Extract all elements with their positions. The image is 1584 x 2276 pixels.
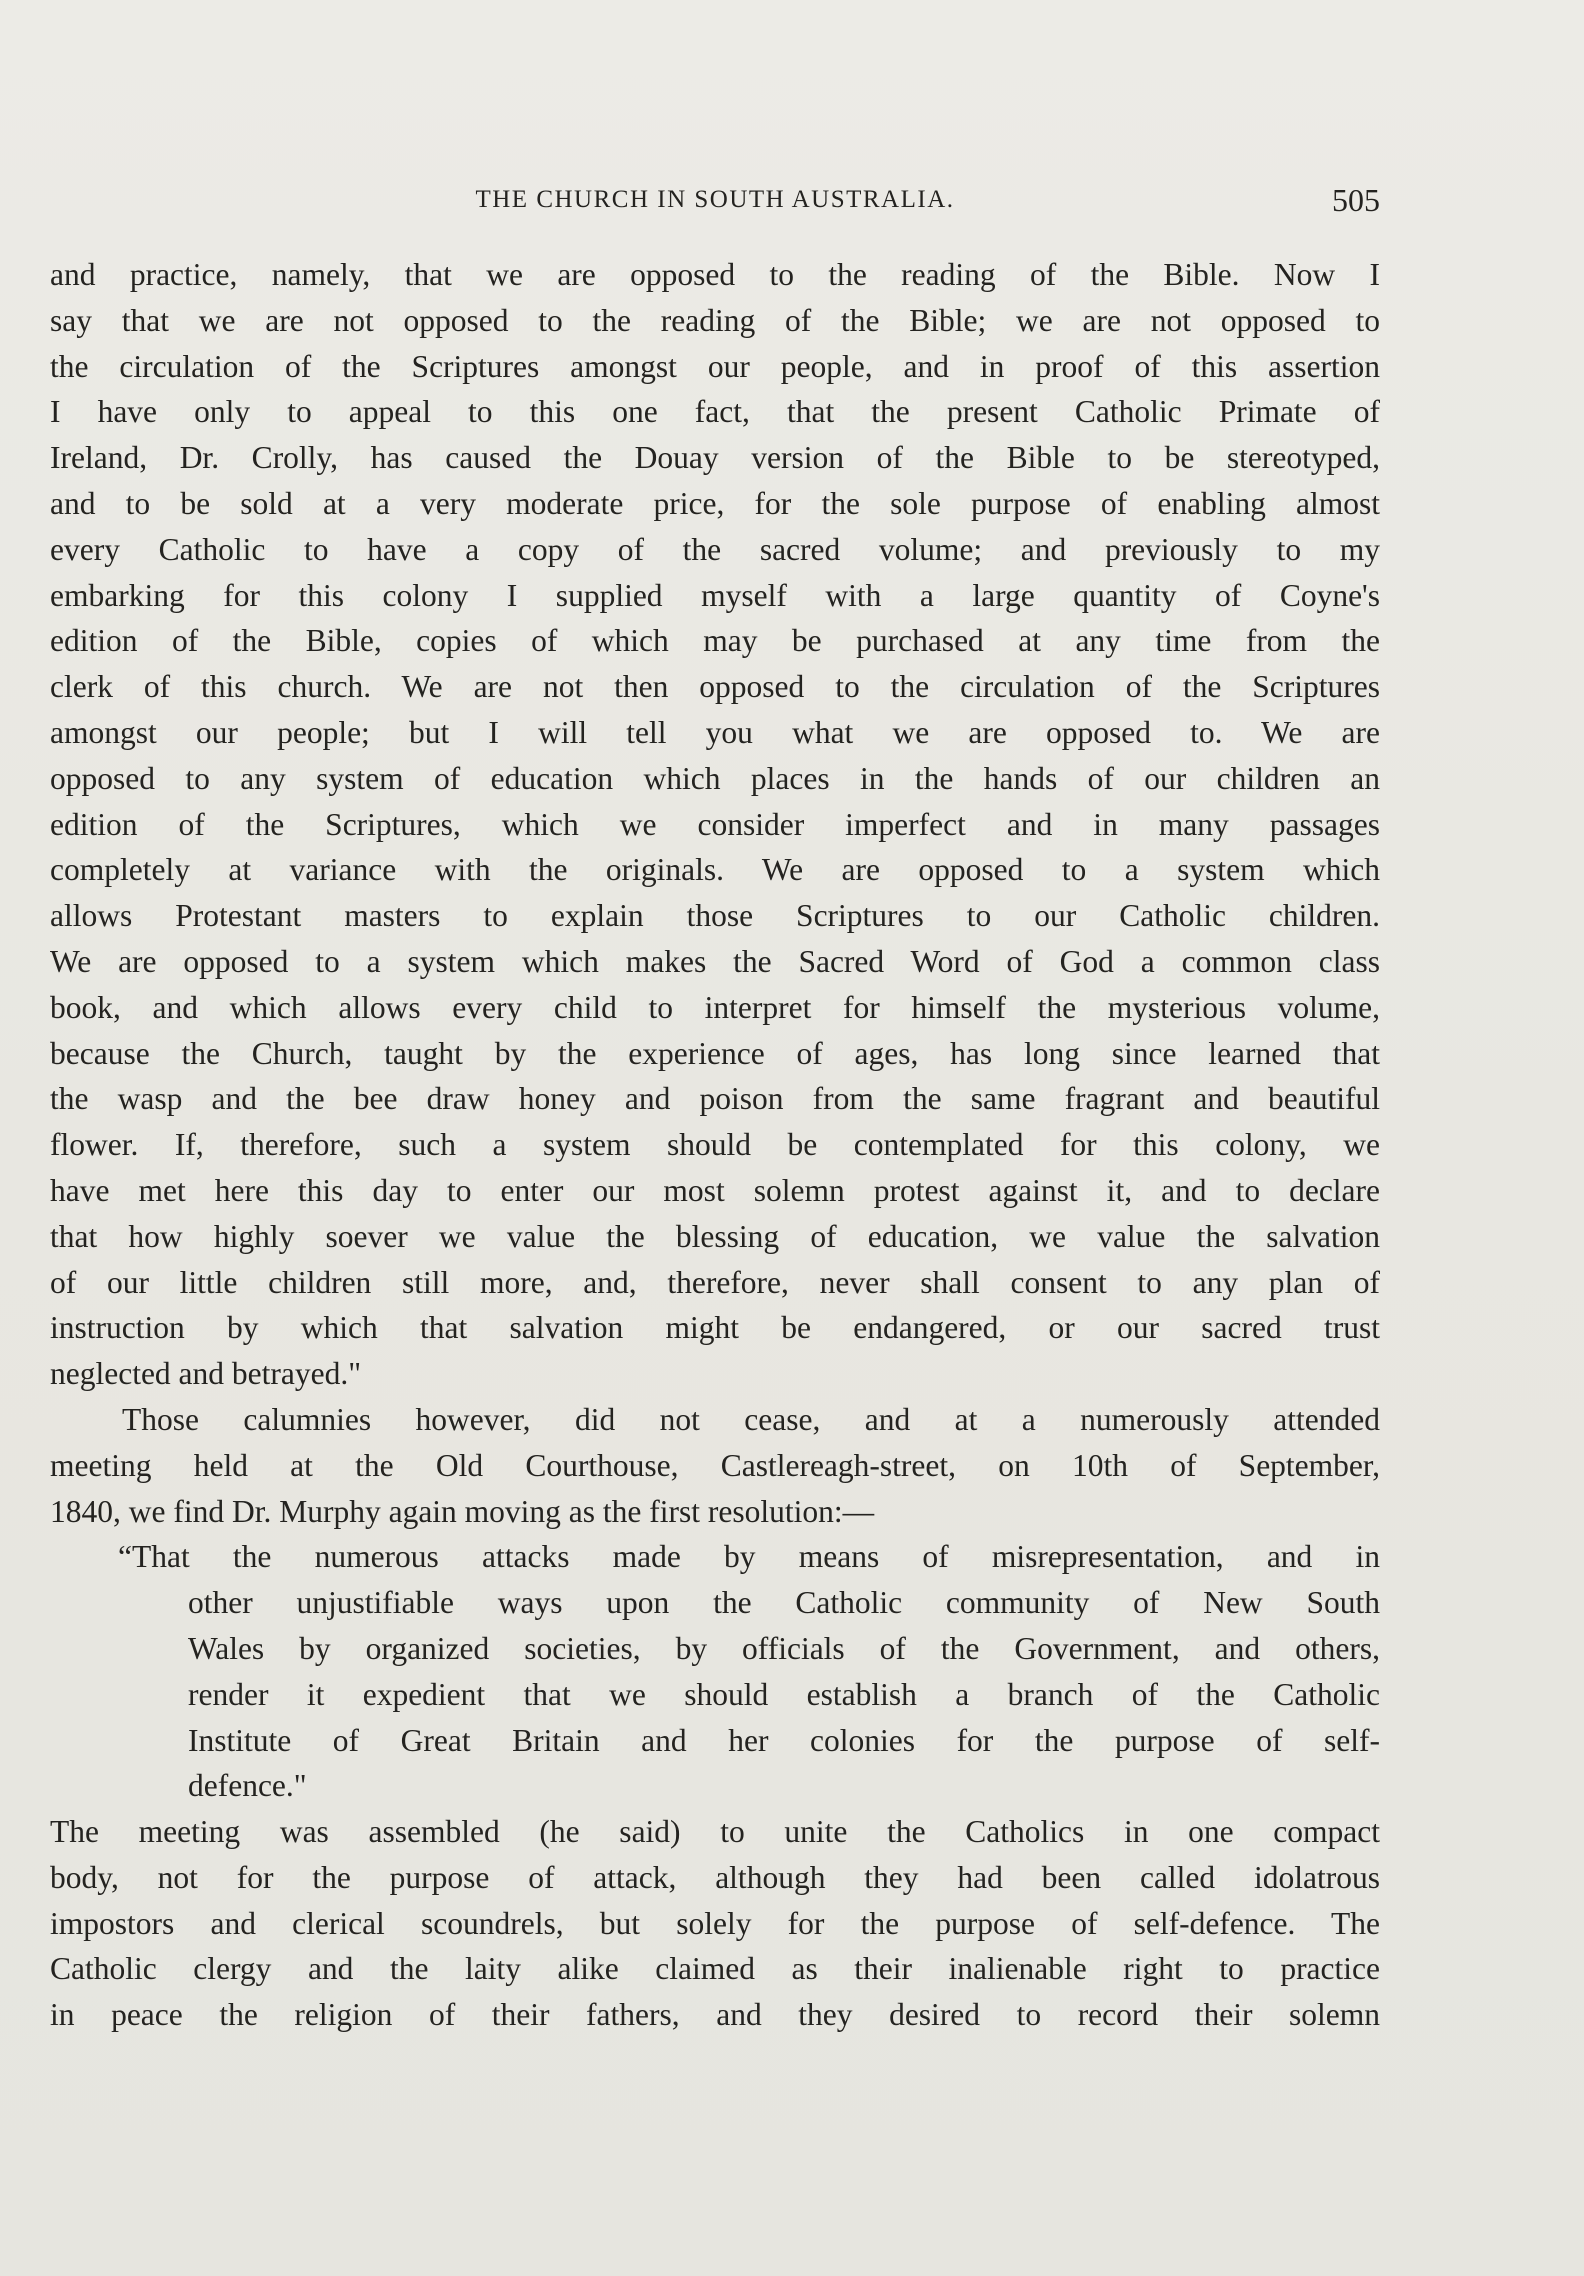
- text-line: that how highly soever we value the blessing of education, we value the salvation: [50, 1218, 1380, 1254]
- text-line: have met here this day to enter our most solemn protest against it, and to declare: [50, 1172, 1380, 1208]
- text-line: instruction by which that salvation might be endangered, or our sacred trust: [50, 1310, 1380, 1346]
- quote-line: defence.": [188, 1768, 307, 1804]
- text-line: book, and which allows every child to interpret for himself the mysterious volume,: [50, 989, 1380, 1025]
- text-line: embarking for this colony I supplied myself with a large quantity of Coyne's: [50, 577, 1380, 613]
- text-line: and practice, namely, that we are opposed to the reading of the Bible. Now I: [50, 257, 1380, 292]
- quote-line: “That the numerous attacks made by means of misrepresentation, and in: [118, 1539, 1380, 1575]
- text-line: I have only to appeal to this one fact, that the present Catholic Primate of: [50, 394, 1380, 430]
- text-line: flower. If, therefore, such a system should be contemplated for this colony, we: [50, 1127, 1380, 1163]
- text-line: because the Church, taught by the experience of ages, has long since learned that: [50, 1035, 1380, 1071]
- text-line: and to be sold at a very moderate price, for the sole purpose of enabling almost: [50, 485, 1380, 521]
- text-line: The meeting was assembled (he said) to unite the Catholics in one compact: [50, 1814, 1380, 1850]
- text-line: meeting held at the Old Courthouse, Castlereagh-street, on 10th of September,: [50, 1447, 1380, 1483]
- quote-line: Institute of Great Britain and her colonies for the purpose of self-: [188, 1722, 1380, 1758]
- text-line: completely at variance with the originals. We are opposed to a system which: [50, 852, 1380, 888]
- text-line: neglected and betrayed.": [50, 1356, 362, 1392]
- text-line: in peace the religion of their fathers, and they desired to record their solemn: [50, 1997, 1380, 2033]
- body-text: [50, 252, 1380, 2038]
- text-line: opposed to any system of education which places in the hands of our children an: [50, 760, 1380, 796]
- text-line: edition of the Scriptures, which we consider imperfect and in many passages: [50, 806, 1380, 842]
- text-line: of our little children still more, and, therefore, never shall consent to any plan of: [50, 1264, 1380, 1300]
- running-head: [50, 182, 1380, 222]
- text-line: say that we are not opposed to the reading of the Bible; we are not opposed to: [50, 302, 1380, 338]
- quote-line: other unjustifiable ways upon the Catholic community of New South: [188, 1585, 1380, 1621]
- text-line: the wasp and the bee draw honey and poison from the same fragrant and beautiful: [50, 1081, 1380, 1117]
- text-line: body, not for the purpose of attack, although they had been called idolatrous: [50, 1859, 1380, 1895]
- quote-line: render it expedient that we should establish a branch of the Catholic: [188, 1676, 1380, 1712]
- text-line: impostors and clerical scoundrels, but solely for the purpose of self-defence. The: [50, 1905, 1380, 1941]
- quote-line: Wales by organized societies, by officials of the Government, and others,: [188, 1630, 1380, 1666]
- text-line: clerk of this church. We are not then opposed to the circulation of the Scriptures: [50, 669, 1380, 705]
- text-line: allows Protestant masters to explain those Scriptures to our Catholic children.: [50, 898, 1380, 934]
- running-title: THE CHURCH IN SOUTH AUSTRALIA.: [475, 186, 955, 213]
- text-line: Those calumnies however, did not cease, and at a numerously attended: [122, 1401, 1380, 1437]
- text-line: 1840, we find Dr. Murphy again moving as the first resolution:—: [50, 1493, 875, 1529]
- text-line: every Catholic to have a copy of the sacred volume; and previously to my: [50, 531, 1380, 567]
- text-line: Catholic clergy and the laity alike claimed as their inalienable right to practice: [50, 1951, 1380, 1987]
- text-line: edition of the Bible, copies of which may be purchased at any time from the: [50, 623, 1380, 659]
- text-line: Ireland, Dr. Crolly, has caused the Douay version of the Bible to be stereotyped,: [50, 440, 1380, 476]
- page-number: 505: [1332, 182, 1380, 218]
- text-line: the circulation of the Scriptures amongst our people, and in proof of this assertion: [50, 348, 1380, 384]
- text-line: amongst our people; but I will tell you what we are opposed to. We are: [50, 714, 1380, 750]
- text-line: We are opposed to a system which makes the Sacred Word of God a common class: [50, 943, 1380, 979]
